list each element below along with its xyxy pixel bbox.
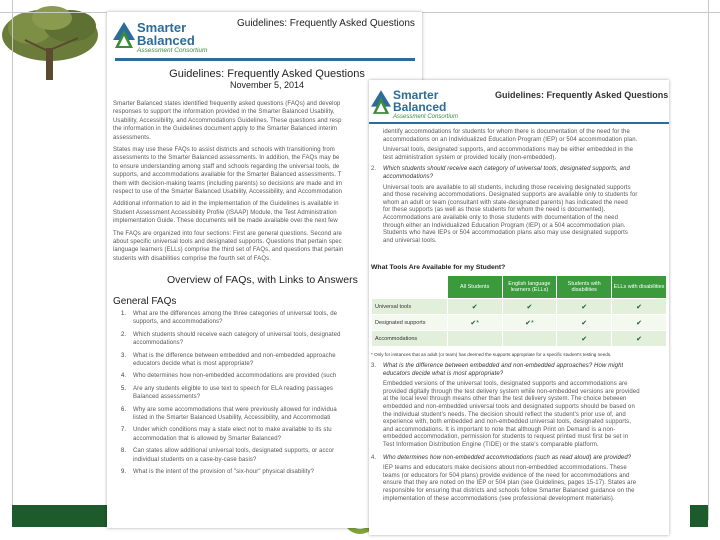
table-row-label: Accommodations (372, 331, 448, 347)
question-link[interactable]: Why are some accommodations that were previously allowed for individua (133, 406, 337, 413)
text-line: Student Assessment Accessibility Profile (ISAAP) Module, the Test Administration (113, 209, 337, 216)
text-line: the information in the Guidelines document apply to the Smarter Balanced interim (113, 126, 338, 133)
question-number: 2. (371, 166, 377, 173)
question-link[interactable]: Under which conditions may a state elect not to make available to its stu (133, 427, 332, 434)
text-line: and universal tools. (383, 237, 437, 244)
text-line: to ensure understanding among staff and schools regarding the universal tools, de (113, 163, 340, 170)
text-line: identify accommodations for students for whom there is documentation of the need for the (383, 129, 630, 135)
text-line: Students who have IEPs or 504 accommodation plans also may use designated supports (383, 230, 629, 237)
logo-line-2: Balanced (393, 100, 447, 114)
question-number: 6. (121, 406, 127, 413)
table-header-cell: Students with disabilities (557, 276, 612, 299)
question-number: 3. (121, 352, 127, 359)
page1-doc-date: November 5, 2014 (229, 80, 305, 90)
question-number: 8. (121, 448, 127, 455)
text-line: and those receiving accommodations. Designated supports are available only to students for (383, 192, 638, 199)
table-row-label: Designated supports (372, 315, 448, 331)
question-link[interactable]: supports, and accommodations? (133, 319, 223, 326)
text-line: at the local level through means other than the test delivery system. The choice between (383, 396, 627, 403)
text-line: provided digitally through the test delivery system while non-embedded versions are provided (383, 388, 640, 395)
general-faqs-title: General FAQs (113, 296, 177, 307)
text-line: assessments to the Smarter Balanced assessments. In addition, the FAQs may be (113, 155, 340, 162)
text-line: respect to use of the Smarter Balanced Usability, Accessibility, and Accommodation (113, 189, 343, 195)
text-line: for these supports (as well as those students for whom the need is documented). (383, 207, 606, 214)
smarter-balanced-logo-2 (371, 86, 471, 126)
text-line: whom an adult or team (consultant with state-designated parents) has indicated the need (383, 199, 628, 206)
question-number: 4. (121, 373, 127, 380)
tools-table-title: What Tools Are Available for my Student? (371, 264, 506, 271)
text-line: embedded and non-embedded universal tools and designated supports should be based on (383, 404, 635, 410)
text-line: Accommodations are available only to those students with documentation of the need (383, 215, 619, 221)
text-line: Embedded versions of the universal tools, designated supports and accommodations are (383, 381, 628, 388)
check-icon (447, 331, 502, 347)
text-line: supports, and accommodations available for the Smarter Balanced assessments. T (113, 172, 342, 179)
check-icon: ✔ (557, 331, 612, 347)
text-line: Test Information Distribution Engine (TIDE) or the state's comparable platform. (383, 442, 599, 448)
logo-triangle-icon (113, 22, 135, 50)
question-number: 3. (371, 363, 377, 369)
question-link[interactable]: Are any students eligible to use text to speech for ELA reading passages (133, 385, 333, 392)
text-line: language learners (ELLs) comprise the third set of FAQs, and questions that pertain (113, 247, 344, 254)
question-link[interactable]: Balanced assessments? (133, 394, 201, 401)
text-line: experience with, both embedded and non-embedded universal tools, designated supports, (383, 419, 631, 426)
smarter-balanced-logo (113, 18, 213, 58)
page1-header-title: Guidelines: Frequently Asked Questions (237, 18, 415, 29)
question-link[interactable]: Which students should receive each category of universal tools, designated (133, 331, 341, 338)
text-line: IEP teams and educators make decisions about non-embedded accommodations. These (383, 465, 627, 472)
question-number: 1. (121, 311, 127, 317)
text-line: implementation Guide. These documents will be made available over the next few (113, 218, 338, 225)
check-icon: ✔ (557, 315, 612, 331)
question-link[interactable]: Who determines how non-embedded accommodations are provided (such (133, 373, 337, 380)
page2-header-rule (369, 122, 669, 124)
check-icon: ✔* (502, 315, 557, 331)
text-line: through either an Individualized Education Program (IEP) or a 504 accommodation plan. (383, 222, 626, 229)
question-number: 5. (121, 385, 127, 392)
question-link[interactable]: What is the difference between embedded and non-embedded approache (133, 352, 336, 359)
text-line: embedded accommodation, permission for students to request printed must first be set in (383, 434, 629, 441)
text-line: Additional information to aid in the implementation of the Guidelines is available in (113, 201, 339, 208)
frame-line-left (12, 0, 13, 520)
logo-subtitle: Assessment Consortium (137, 47, 208, 54)
text-line: the individual student's needs. The decision should reflect the student's prior use of, and (383, 411, 626, 418)
question-link[interactable]: What is the intent of the provision of "six-hour" physical disability? (133, 469, 315, 475)
text-line: them with decision-making teams (including parents) so decisions are made and im (113, 180, 343, 187)
page1-header-rule (115, 58, 415, 61)
table-row (372, 299, 667, 315)
logo-line-1: Smarter (137, 20, 187, 35)
check-icon (502, 331, 557, 347)
text-line: and accommodations. It is important to note that although Print on Demand is a non- (383, 426, 616, 433)
frame-line-right (708, 0, 709, 520)
table-header-cell: ELLs with disabilities (612, 276, 667, 299)
text-line: test administration system or provided locally (non-embedded). (383, 154, 557, 161)
logo-line-2: Balanced (137, 33, 195, 48)
question-number: 9. (121, 469, 127, 475)
page1-doc-title: Guidelines: Frequently Asked Questions (169, 68, 365, 80)
question-link[interactable]: What are the differences among the three categories of universal tools, de (133, 311, 338, 317)
table-row (372, 331, 667, 347)
tools-availability-table (371, 275, 667, 347)
check-icon: ✔ (557, 299, 612, 315)
text-line: about specific universal tools and designated supports. Questions that pertain spec (113, 239, 342, 245)
check-icon: ✔ (612, 299, 667, 315)
question-link[interactable]: accommodation that is allowed by Smarter Balanced? (133, 435, 282, 442)
table-row (372, 315, 667, 331)
check-icon: ✔ (612, 315, 667, 331)
text-line: The FAQs are organized into four sections: First are general questions. Second are (113, 230, 342, 237)
text-line: assessments. (113, 134, 151, 141)
check-icon: ✔ (502, 299, 557, 315)
text-line: responsible for ensuring that districts and schools follow Smarter Balanced guidance on the (383, 488, 635, 494)
text-line: students with disabilities comprise the fourth set of FAQs. (113, 255, 271, 262)
text-line: Smarter Balanced states identified frequently asked questions (FAQs) and develop (113, 101, 341, 107)
question-link[interactable]: individual students on a case-by-case basis? (133, 456, 257, 463)
question-number: 2. (121, 331, 127, 338)
question-link[interactable]: Can states allow additional universal tools, designated supports, or accor (133, 448, 335, 455)
text-line: Usability, Accessibility, and Accommodations Guidelines. These questions and resp (113, 117, 342, 124)
check-icon: ✔* (447, 315, 502, 331)
question-text: What is the difference between embedded and non-embedded approaches? How might (383, 363, 624, 369)
question-text: Which students should receive each category of universal tools, designated supports, and (383, 166, 630, 173)
question-link[interactable]: accommodations? (133, 340, 184, 347)
table-header-cell: All Students (447, 276, 502, 299)
faq-document-page-2 (369, 80, 669, 535)
table-row-label: Universal tools (372, 299, 448, 315)
question-text: accommodations? (383, 174, 434, 180)
text-line: teams (or educators for 504 plans) provide evidence of the need for accommodations and (383, 472, 630, 479)
text-line: ensure that they are noted on the IEP or 504 plan (see Guidelines, pages 15-17). States are (383, 480, 637, 487)
question-text: educators decide what is most appropriate? (383, 370, 504, 377)
text-line: Universal tools are available to all students, including those receiving designated supports (383, 184, 631, 191)
text-line: States may use these FAQs to assist districts and schools with transitioning from (113, 147, 335, 153)
question-link[interactable]: listed in the Smarter Balanced Usability, Accessibility, and Accommodati (133, 415, 331, 421)
text-line: accommodations on an Individualized Education Program (IEP) or 504 accommodation plan. (383, 136, 638, 143)
table-header-cell (372, 276, 448, 299)
check-icon: ✔ (447, 299, 502, 315)
text-line: implementation of these accommodations (see professional development materials). (383, 495, 615, 502)
logo-triangle-icon (371, 90, 391, 116)
check-icon: ✔ (612, 331, 667, 347)
table-footnote: * Only for instances that an adult (or team) has deemed the supports appropriate for a specific student's testing needs. (371, 352, 612, 357)
question-number: 7. (121, 427, 127, 434)
page2-header-title: Guidelines: Frequently Asked Questions (495, 90, 669, 100)
logo-subtitle: Assessment Consortium (393, 114, 459, 120)
question-number: 4. (371, 454, 377, 461)
text-line: Universal tools, designated supports, and accommodations may be either embedded in the (383, 147, 634, 154)
logo-line-1: Smarter (393, 88, 439, 102)
text-line: responses to support the information provided in the Smarter Balanced Usability, (113, 109, 335, 116)
question-link[interactable]: educators decide what is most appropriate? (133, 361, 254, 367)
overview-title: Overview of FAQs, with Links to Answers (167, 274, 358, 286)
question-text: Who determines how non-embedded accommodations (such as read aloud) are provided? (383, 454, 632, 461)
table-header-cell: English language learners (ELLs) (502, 276, 557, 299)
